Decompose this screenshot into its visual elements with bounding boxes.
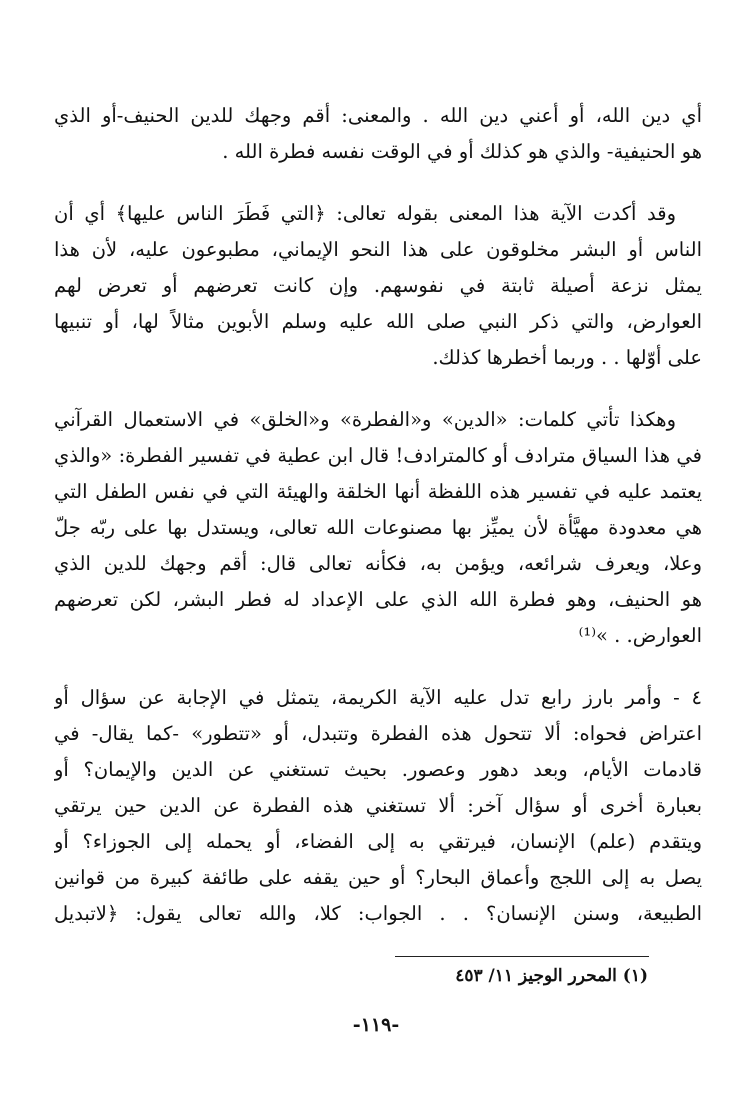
text-line: أي دين الله، أو أعني دين الله . والمعنى: أقم وجهك للدين الحنيف-أو الذي bbox=[54, 104, 702, 127]
text-line: العوارض، والتي ذكر النبي صلى الله عليه وسلم الأبوين مثالاً لها، أو تنبيها bbox=[54, 310, 702, 333]
text-line: قادمات الأيام، وبعد دهور وعصور. بحيث تستغني عن الدين والإيمان؟ أو bbox=[54, 758, 702, 781]
text-line: بعبارة أخرى أو سؤال آخر: ألا تستغني هذه الفطرة عن الدين حين يرتقي bbox=[54, 794, 702, 817]
paragraph-1 bbox=[54, 98, 702, 170]
paragraph-4 bbox=[54, 680, 702, 932]
footnote-divider bbox=[395, 956, 649, 957]
text-line: يمثل نزعة أصيلة ثابتة في نفوسهم. وإن كانت تعرضهم أو تعرض لهم bbox=[54, 274, 702, 297]
text-line: هو الحنيفية- والذي هو كذلك أو في الوقت نفسه فطرة الله . bbox=[222, 140, 702, 163]
text-line: ويتقدم (علم) الإنسان، فيرتقي به إلى الفضاء، أو يحمله إلى الجوزاء؟ أو bbox=[54, 830, 702, 853]
text-line: يعتمد عليه في تفسير هذه اللفظة أنها الخلقة والهيئة التي في نفس الطفل التي bbox=[54, 480, 702, 503]
text-line: هي معدودة مهيَّأة لأن يميِّز بها مصنوعات الله تعالى، ويستدل بها على ربّه جلّ bbox=[54, 516, 702, 539]
text-line: اعتراض فحواه: ألا تتحول هذه الفطرة وتتبدل، أو «تتطور» -كما يقال- في bbox=[54, 722, 702, 745]
page-body bbox=[54, 98, 702, 958]
text-line: في هذا السياق مترادف أو كالمترادف! قال ابن عطية في تفسير الفطرة: «والذي bbox=[54, 444, 702, 467]
text-line: الطبيعة، وسنن الإنسان؟ . . الجواب: كلا، والله تعالى يقول: ﴿لاتبديل bbox=[54, 902, 702, 925]
text-line: وعلا، ويعرف شرائعه، ويؤمن به، فكأنه تعالى قال: أقم وجهك للدين الذي bbox=[54, 552, 702, 575]
page-number: -١١٩- bbox=[352, 1014, 400, 1036]
text-line: ٤ - وأمر بارز رابع تدل عليه الآية الكريمة، يتمثل في الإجابة عن سؤال أو bbox=[54, 686, 702, 709]
paragraph-2 bbox=[54, 196, 702, 376]
text-line: وهكذا تأتي كلمات: «الدين» و«الفطرة» و«الخلق» في الاستعمال القرآني bbox=[54, 408, 676, 431]
text-line: يصل به إلى اللجج وأعماق البحار؟ أو حين يقفه على طائفة كبيرة من قوانين bbox=[54, 866, 702, 889]
text-line: العوارض. . »⁽¹⁾ bbox=[578, 624, 702, 647]
text-line: الناس أو البشر مخلوقون على هذا النحو الإيماني، مطبوعون عليه، لأن هذا bbox=[54, 238, 702, 261]
text-line: هو الحنيف، وهو فطرة الله الذي على الإعداد له فطر البشر، لكن تعرضهم bbox=[54, 588, 702, 611]
footnote: (١) المحرر الوجيز ١١/ ٤٥٣ bbox=[455, 966, 648, 986]
text-line: وقد أكدت الآية هذا المعنى بقوله تعالى: ﴿التي فَطَرَ الناس عليها﴾ أي أن bbox=[54, 202, 676, 225]
paragraph-3 bbox=[54, 402, 702, 654]
text-line: على أوّلها . . وربما أخطرها كذلك. bbox=[432, 346, 702, 369]
